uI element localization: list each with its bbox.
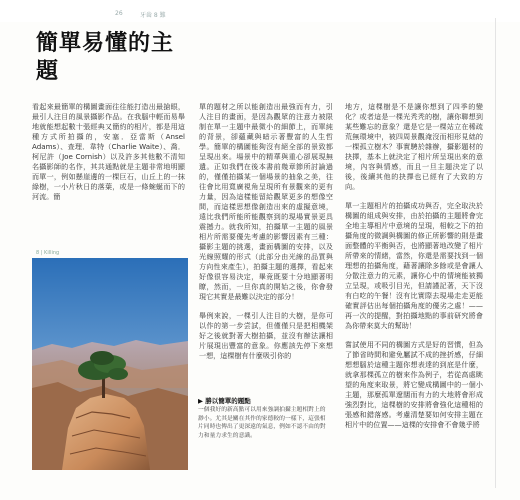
text-column-1 — [32, 102, 185, 240]
page-number: 26 — [115, 10, 123, 17]
paragraph: 單的題材之所以能創造出最強而有力，引人注目的畫面，是因為觀眾的注意力被限制在單一主題中最微小的細節上，而單純的背景，卻蘊藏與暗示著豐富的人生哲學。簡單的構圖能夠沒有絕全部的景致都呈現出來。場景中的精華與重心卻展現無遺。正如我們在後本書前幾章節所討論過的，僅僅拍攝某一個場景的抽象之美，往往會比用寬廣視角呈現所有景觀來的更有力量，因為這樣能留給觀眾更多的想像空間，而這樣思想像創造出來的虛擬意境，遠比我們所能所能觀察到的現場實景更具震撼力。就我所知，拍攝單一主題的風景相片所需要優先考慮的影響因素有三種：攝影主題的挑選，畫面構圖的安排，以及光線照耀的形式（此部分由光線的品質與方向性來產生），拍攝主題的選擇，看起來好像很容易決定，畢竟既要十分地顯著明瞭，然而，一旦你真的開始之後，你會發現它其實是最難以決定的部分！ — [199, 102, 333, 301]
paragraph: 地方，這棵樹是不是讓你想到了四季的變化？或者這是一棵光秃秃的樹，讓你聯想到某些難忘的意象？還是它是一棵站立在稀疏荒無環境中，被四周景觀淹沒而相形見絀的一棵孤立樹木？事實騁於雜辦，攝影題材的抉擇，基本上就決定了相片所呈現出來的意境，內容與情感，而且一旦主題決定了以後，後續其他的抉擇也已經有了大致的方向。 — [345, 102, 483, 191]
article-title: 簡單易懂的主題 — [36, 31, 175, 84]
canyon-photo — [32, 258, 188, 470]
canyon-photo-art — [32, 258, 188, 470]
title-block — [36, 30, 186, 88]
photo-caption — [198, 397, 330, 485]
section-label: 牙齒 8 難 — [140, 12, 166, 19]
paragraph: 舉例來說，一棵引人注目的大樹，是你可以作的第一步尝試，但僅僅只是把相機架好之後就對著大樹拍攝，並沒有辦法讓相片展現出豐富的意象。你應該先停下來想一想，這棵樹有什麼吸引你的 — [199, 311, 333, 360]
paragraph: 嘗試使用不同的構圖方式是好的習慣，但為了節省時間和避免屬試不成的挫折感，仔細想想腦於這種主題你想表達的到底是什麼，就拿那棵孤立的樹來作為例子，若從高處眺望的角度來取景，將它變成構圖中的一個小主題，那麼孤單遼闊而有力的大地將會形成強烈對比，這棵樹的安排將會強化這種相的張感和錯落感。考慮清楚要如何安排主題在相片中的位置——這棵的安排會不會幾乎將 — [345, 340, 483, 429]
photo-caption-text: 一個我好的新高點可以用來強調拍攝主題相對上的渺小。尤其是關在其作的家德較的一樣下，這張相片同時也傳出了更深遠的氣息，例如不認不由的對力和量力求生的意識。 — [198, 407, 326, 439]
photo-credit: 8 | Killing — [36, 250, 60, 256]
page-edge-line — [495, 18, 496, 488]
page-header — [0, 0, 520, 22]
text-column-2 — [199, 102, 333, 390]
text-column-3 — [345, 102, 483, 488]
paragraph: 看起來最簡單的構圖畫面往往能打造出最搶眼，最引人注目的風景攝影作品。在我腦中輕而易舉地就能想起數十張經典又簡約的相片，都是用這種方式所拍攝的，安塞．亞當斯（Ansel Adams）、查理．韋特（Charlie Waite）、喬．柯尼許（Joe Cornish）以及許多其他數不清知名攝影師的名作，其共通點就是主題非常地明顯而單一，例如懸崖邊的一棵巨石，山丘上的一抹綠樹，一小片秋日的落葉，或是一條蜿蜒而下的河流。簡 — [32, 102, 185, 201]
photo-caption-title: ▶ 勝以簡單的題點 — [198, 397, 251, 405]
paragraph: 單一主題相片的拍攝成功與否，完全取決於構圖的組成與安排，由於拍攝的主題將會完全地主導相片中意境的呈現，相較之下的拍攝角度的微調與構圖的修正所影響的則是畫面整體的平衡與否，也將顯著地改變了相片所帶來的情緒，當然，你還是需要找到一個理想的拍攝角度，藉著讓除多餘或是會讓人分散注意力的元素，讓你心中的情境能被獨立呈現，或吸引目光，但請謹記著，天下沒有白吃的午餐！沒有比實際去現場走走更能確實評估出每個拍攝角度的優劣之處！——再一次的提醒，對拍攝地點的事前研究將會為你帶來莫大的幫助！ — [345, 201, 483, 330]
